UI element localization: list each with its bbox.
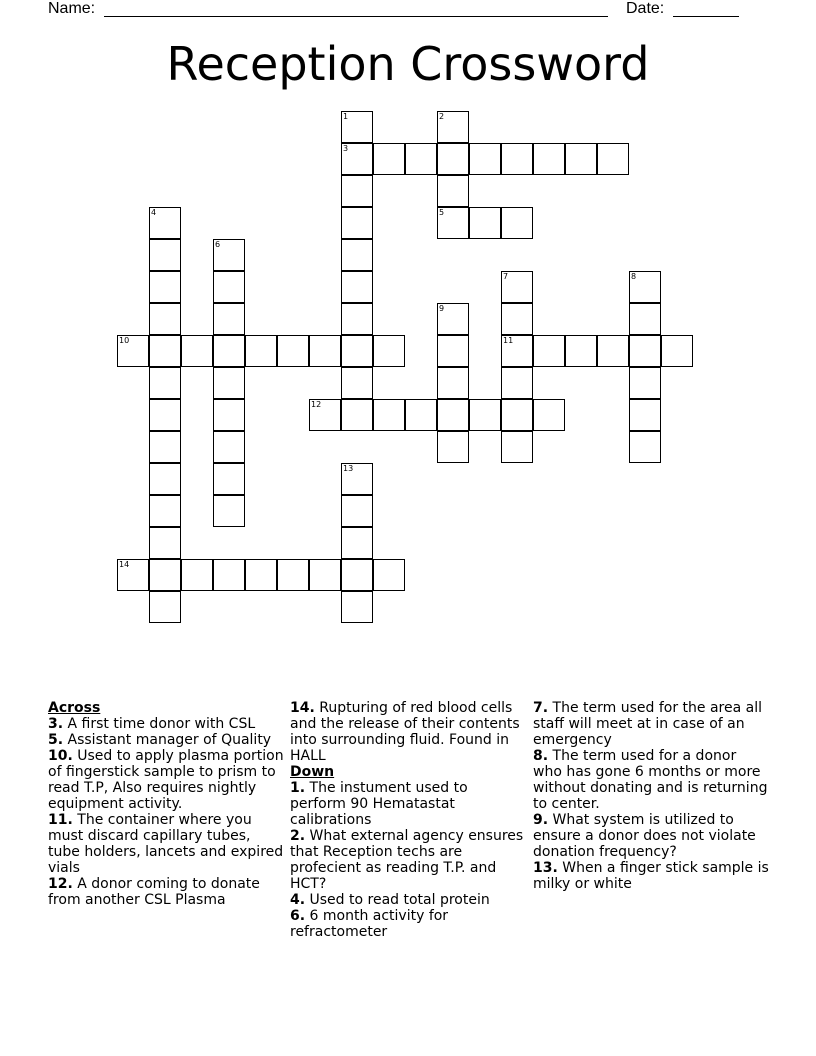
crossword-cell[interactable] bbox=[117, 559, 149, 591]
crossword-cell[interactable] bbox=[501, 335, 533, 367]
clue-number: 7 bbox=[503, 272, 509, 281]
crossword-cell[interactable] bbox=[597, 335, 629, 367]
crossword-cell[interactable] bbox=[629, 303, 661, 335]
crossword-cell[interactable] bbox=[149, 431, 181, 463]
crossword-cell[interactable] bbox=[149, 207, 181, 239]
clue-down-1: 1. The instument used to perform 90 Hematastat calibrations bbox=[290, 780, 468, 828]
crossword-cell[interactable] bbox=[149, 303, 181, 335]
crossword-cell[interactable] bbox=[629, 431, 661, 463]
crossword-cell[interactable] bbox=[213, 367, 245, 399]
name-label: Name: bbox=[48, 0, 96, 17]
crossword-cell[interactable] bbox=[437, 399, 469, 431]
clue-number: 8 bbox=[631, 272, 637, 281]
clues-column-1 bbox=[48, 700, 284, 908]
crossword-cell[interactable] bbox=[213, 335, 245, 367]
crossword-cell[interactable] bbox=[405, 399, 437, 431]
crossword-cell[interactable] bbox=[437, 207, 469, 239]
crossword-cell[interactable] bbox=[469, 399, 501, 431]
crossword-cell[interactable] bbox=[181, 335, 213, 367]
clue-down-9: 9. What system is utilized to ensure a donor does not violate donation frequency? bbox=[533, 812, 756, 860]
clue-across-5: 5. Assistant manager of Quality bbox=[48, 732, 272, 748]
crossword-cell[interactable] bbox=[309, 399, 341, 431]
clue-down-8: 8. The term used for a donor who has gone 6 months or more without donating and is returning to center. bbox=[533, 748, 768, 812]
crossword-cell[interactable] bbox=[373, 559, 405, 591]
crossword-cell[interactable] bbox=[213, 239, 245, 271]
crossword-cell[interactable] bbox=[661, 335, 693, 367]
crossword-cell[interactable] bbox=[437, 431, 469, 463]
clue-number: 12 bbox=[311, 400, 322, 409]
crossword-cell[interactable] bbox=[501, 143, 533, 175]
clues-column-3 bbox=[533, 700, 769, 892]
clue-number: 10 bbox=[119, 336, 130, 345]
crossword-cell[interactable] bbox=[149, 271, 181, 303]
crossword-cell[interactable] bbox=[629, 335, 661, 367]
crossword-cell[interactable] bbox=[501, 399, 533, 431]
crossword-cell[interactable] bbox=[437, 143, 469, 175]
clue-number: 14 bbox=[119, 560, 130, 569]
clue-number: 11 bbox=[503, 336, 514, 345]
crossword-cell[interactable] bbox=[437, 303, 469, 335]
clue-number: 13 bbox=[343, 464, 354, 473]
crossword-cell[interactable] bbox=[629, 367, 661, 399]
crossword-cell[interactable] bbox=[469, 143, 501, 175]
crossword-cell[interactable] bbox=[149, 559, 181, 591]
crossword-cell[interactable] bbox=[149, 335, 181, 367]
clue-down-2: 2. What external agency ensures that Reception techs are profecient as reading T.P. and HCT? bbox=[290, 828, 524, 892]
crossword-cell[interactable] bbox=[341, 335, 373, 367]
crossword-cell[interactable] bbox=[533, 143, 565, 175]
crossword-cell[interactable] bbox=[309, 559, 341, 591]
crossword-cell[interactable] bbox=[405, 143, 437, 175]
crossword-cell[interactable] bbox=[149, 239, 181, 271]
crossword-cell[interactable] bbox=[565, 335, 597, 367]
crossword-cell[interactable] bbox=[629, 399, 661, 431]
crossword-cell[interactable] bbox=[501, 303, 533, 335]
crossword-cell[interactable] bbox=[629, 271, 661, 303]
date-label: Date: bbox=[626, 0, 665, 17]
crossword-cell[interactable] bbox=[245, 335, 277, 367]
clue-number: 6 bbox=[215, 240, 221, 249]
crossword-cell[interactable] bbox=[341, 143, 373, 175]
crossword-cell[interactable] bbox=[437, 335, 469, 367]
crossword-cell[interactable] bbox=[341, 207, 373, 239]
crossword-cell[interactable] bbox=[373, 143, 405, 175]
crossword-cell[interactable] bbox=[213, 463, 245, 495]
crossword-cell[interactable] bbox=[245, 559, 277, 591]
crossword-cell[interactable] bbox=[213, 399, 245, 431]
crossword-cell[interactable] bbox=[341, 527, 373, 559]
crossword-cell[interactable] bbox=[437, 175, 469, 207]
clue-number: 1 bbox=[343, 112, 349, 121]
crossword-cell[interactable] bbox=[373, 399, 405, 431]
crossword-cell[interactable] bbox=[597, 143, 629, 175]
clue-number: 2 bbox=[439, 112, 445, 121]
crossword-cell[interactable] bbox=[149, 463, 181, 495]
crossword-cell[interactable] bbox=[373, 335, 405, 367]
crossword-cell[interactable] bbox=[213, 495, 245, 527]
crossword-cell[interactable] bbox=[277, 559, 309, 591]
down-heading: Down bbox=[290, 764, 335, 780]
crossword-cell[interactable] bbox=[501, 431, 533, 463]
clue-across-12: 12. A donor coming to donate from another CSL Plasma bbox=[48, 876, 260, 908]
crossword-cell[interactable] bbox=[181, 559, 213, 591]
crossword-cell[interactable] bbox=[149, 591, 181, 623]
clue-number: 3 bbox=[343, 144, 349, 153]
crossword-cell[interactable] bbox=[501, 367, 533, 399]
crossword-cell[interactable] bbox=[341, 559, 373, 591]
crossword-cell[interactable] bbox=[341, 463, 373, 495]
clue-down-6: 6. 6 month activity for refractometer bbox=[290, 908, 449, 940]
crossword-cell[interactable] bbox=[341, 399, 373, 431]
crossword-cell[interactable] bbox=[341, 303, 373, 335]
crossword-cell[interactable] bbox=[277, 335, 309, 367]
clues-column-2 bbox=[290, 700, 526, 940]
crossword-cell[interactable] bbox=[117, 335, 149, 367]
clue-down-7: 7. The term used for the area all staff will meet at in case of an emergency bbox=[533, 700, 762, 748]
clue-across-10: 10. Used to apply plasma portion of fingerstick sample to prism to read T.P, Also requires nightly equipment activity. bbox=[48, 748, 284, 812]
crossword-cell[interactable] bbox=[533, 335, 565, 367]
across-heading: Across bbox=[48, 700, 101, 716]
crossword-cell[interactable] bbox=[501, 207, 533, 239]
crossword-cell[interactable] bbox=[341, 495, 373, 527]
crossword-cell[interactable] bbox=[533, 399, 565, 431]
crossword-cell[interactable] bbox=[149, 399, 181, 431]
crossword-cell[interactable] bbox=[149, 367, 181, 399]
clue-across-11: 11. The container where you must discard capillary tubes, tube holders, lancets and expired vials bbox=[48, 812, 284, 876]
crossword-cell[interactable] bbox=[341, 591, 373, 623]
crossword-cell[interactable] bbox=[341, 239, 373, 271]
crossword-cell[interactable] bbox=[341, 111, 373, 143]
crossword-cell[interactable] bbox=[341, 271, 373, 303]
clue-across-3: 3. A first time donor with CSL bbox=[48, 716, 256, 732]
crossword-cell[interactable] bbox=[149, 495, 181, 527]
crossword-cell[interactable] bbox=[213, 303, 245, 335]
crossword-cell[interactable] bbox=[213, 431, 245, 463]
clue-down-13: 13. When a finger stick sample is milky or white bbox=[533, 860, 769, 892]
crossword-cell[interactable] bbox=[341, 175, 373, 207]
crossword-cell[interactable] bbox=[469, 207, 501, 239]
crossword-cell[interactable] bbox=[341, 367, 373, 399]
crossword-cell[interactable] bbox=[149, 527, 181, 559]
clue-down-4: 4. Used to read total protein bbox=[290, 892, 490, 908]
clue-across-14: 14. Rupturing of red blood cells and the release of their contents into surrounding fluid. Found in HALL bbox=[290, 700, 520, 764]
page-title: Reception Crossword bbox=[166, 37, 650, 91]
crossword-cell[interactable] bbox=[565, 143, 597, 175]
crossword-cell[interactable] bbox=[437, 111, 469, 143]
crossword-cell[interactable] bbox=[309, 335, 341, 367]
crossword-cell[interactable] bbox=[213, 559, 245, 591]
clue-number: 5 bbox=[439, 208, 445, 217]
clue-number: 9 bbox=[439, 304, 445, 313]
crossword-cell[interactable] bbox=[213, 271, 245, 303]
crossword-cell[interactable] bbox=[501, 271, 533, 303]
clue-number: 4 bbox=[151, 208, 157, 217]
crossword-cell[interactable] bbox=[437, 367, 469, 399]
